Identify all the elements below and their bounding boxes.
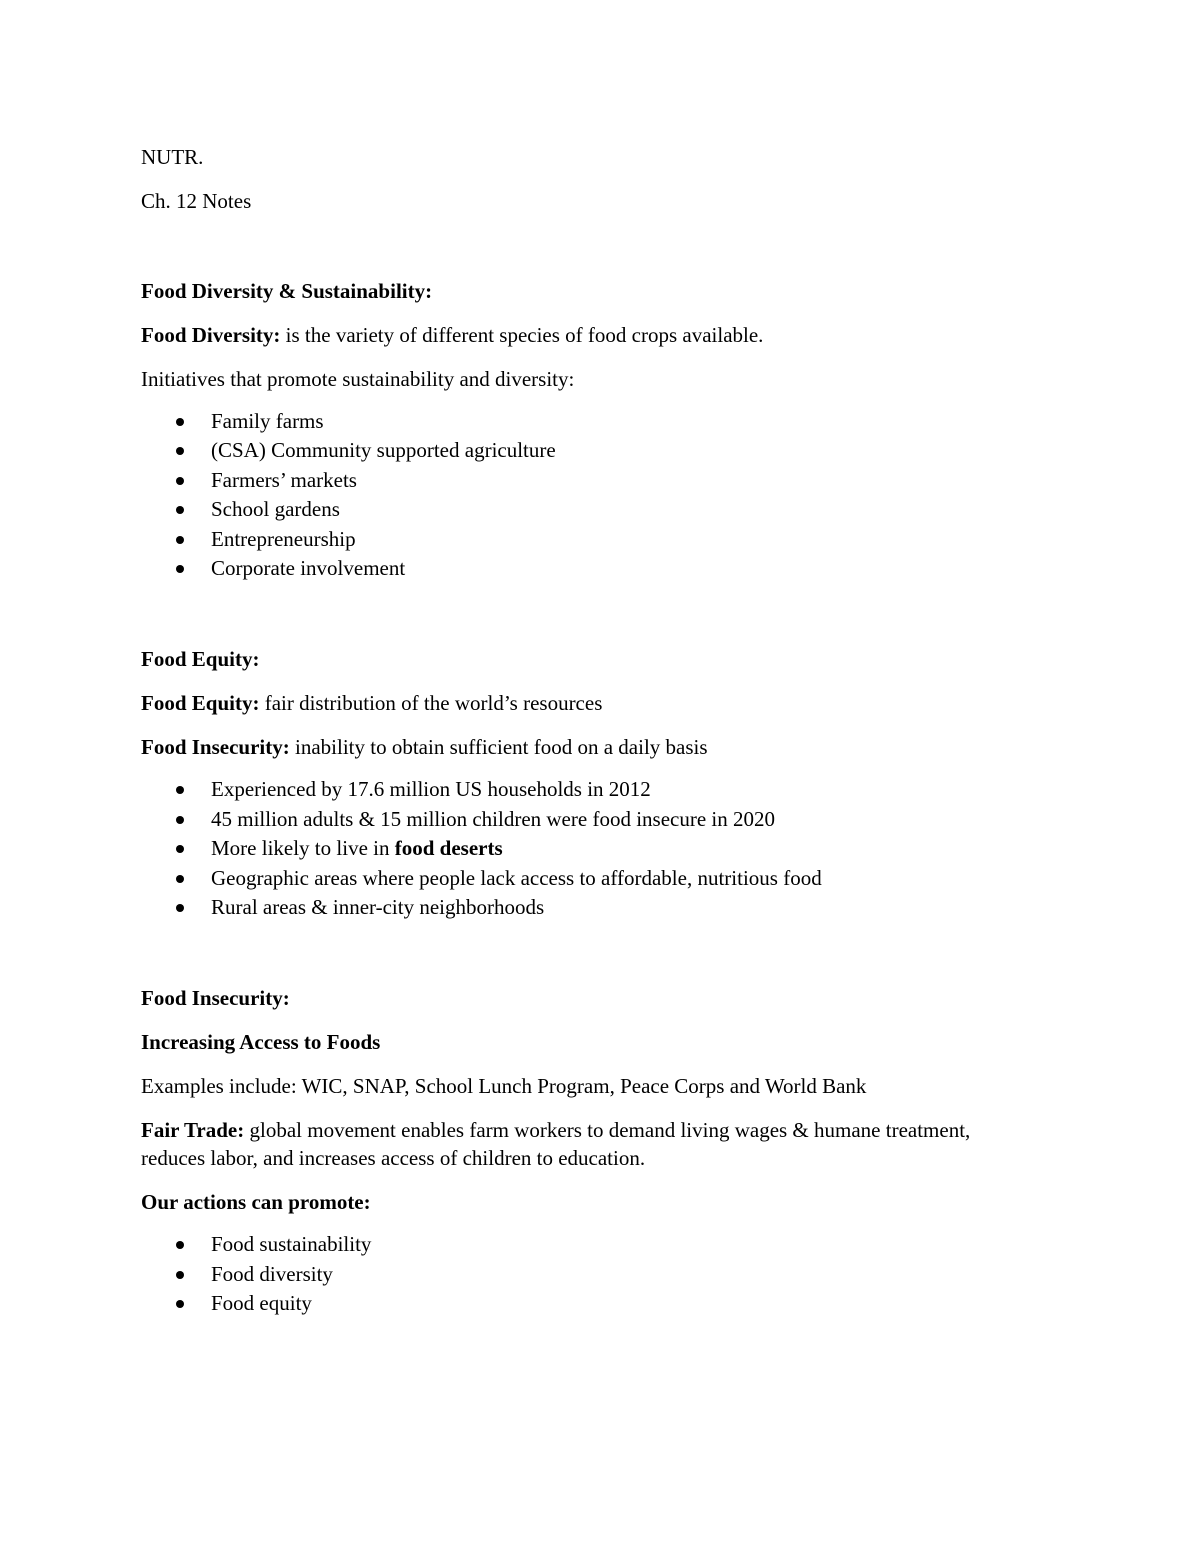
- bullet-icon: [176, 536, 184, 544]
- document-page: [141, 143, 1021, 1319]
- initiatives-list: [141, 407, 1021, 583]
- section-heading-diversity: Food Diversity & Sustainability:: [141, 279, 433, 303]
- course-label: NUTR.: [141, 145, 204, 169]
- bullet-icon: [176, 845, 184, 853]
- bullet-icon: [176, 816, 184, 824]
- list-item: Geographic areas where people lack access to affordable, nutritious food: [141, 864, 1021, 893]
- term-food-equity: Food Equity:: [141, 691, 260, 716]
- bullet-icon: [176, 477, 184, 485]
- list-item: Family farms: [141, 407, 1021, 436]
- section-heading-insecurity: Food Insecurity:: [141, 986, 290, 1011]
- list-item: Food sustainability: [141, 1230, 1021, 1259]
- actions-list: [141, 1230, 1021, 1318]
- term-food-deserts: food deserts: [394, 836, 503, 861]
- bullet-icon: [176, 506, 184, 514]
- list-item: School gardens: [141, 495, 1021, 524]
- subheading-increasing-access: Increasing Access to Foods: [141, 1030, 381, 1055]
- list-item: 45 million adults & 15 million children were food insecure in 2020: [141, 805, 1021, 834]
- list-item: (CSA) Community supported agriculture: [141, 436, 1021, 465]
- chapter-label: Ch. 12 Notes: [141, 189, 252, 213]
- term-fair-trade: Fair Trade:: [141, 1118, 245, 1143]
- list-item: Farmers’ markets: [141, 466, 1021, 495]
- bullet-icon: [176, 904, 184, 912]
- term-food-insecurity: Food Insecurity:: [141, 735, 290, 760]
- definition-fair-trade: Fair Trade: global movement enables farm workers to demand living wages & humane treatment, reduces labor, and increases access of children to education.: [141, 1118, 971, 1171]
- definition-food-diversity: [141, 321, 1021, 349]
- examples-text: Examples include: WIC, SNAP, School Lunch Program, Peace Corps and World Bank: [141, 1074, 867, 1099]
- list-item: Food equity: [141, 1289, 1021, 1318]
- list-item: More likely to live in food deserts: [141, 834, 1021, 863]
- bullet-icon: [176, 418, 184, 426]
- definition-food-equity: Food Equity: fair distribution of the world’s resources: [141, 691, 603, 716]
- bullet-icon: [176, 1271, 184, 1279]
- bullet-icon: [176, 786, 184, 794]
- list-item: Rural areas & inner-city neighborhoods: [141, 893, 1021, 922]
- list-item: Food diversity: [141, 1260, 1021, 1289]
- bullet-icon: [176, 1300, 184, 1308]
- term-food-diversity: Food Diversity:: [141, 323, 281, 347]
- bullet-icon: [176, 875, 184, 883]
- definition-food-insecurity: Food Insecurity: inability to obtain sufficient food on a daily basis: [141, 735, 708, 760]
- section-heading-equity: Food Equity:: [141, 647, 260, 672]
- list-item: Experienced by 17.6 million US households in 2012: [141, 775, 1021, 804]
- bullet-icon: [176, 1241, 184, 1249]
- definition-text: is the variety of different species of food crops available.: [280, 323, 764, 347]
- list-item: Corporate involvement: [141, 554, 1021, 583]
- insecurity-facts-list: [141, 775, 1021, 922]
- bullet-icon: [176, 565, 184, 573]
- list-item: Entrepreneurship: [141, 525, 1021, 554]
- bullet-icon: [176, 447, 184, 455]
- actions-heading: Our actions can promote:: [141, 1190, 371, 1215]
- initiatives-intro: Initiatives that promote sustainability and diversity:: [141, 367, 575, 391]
